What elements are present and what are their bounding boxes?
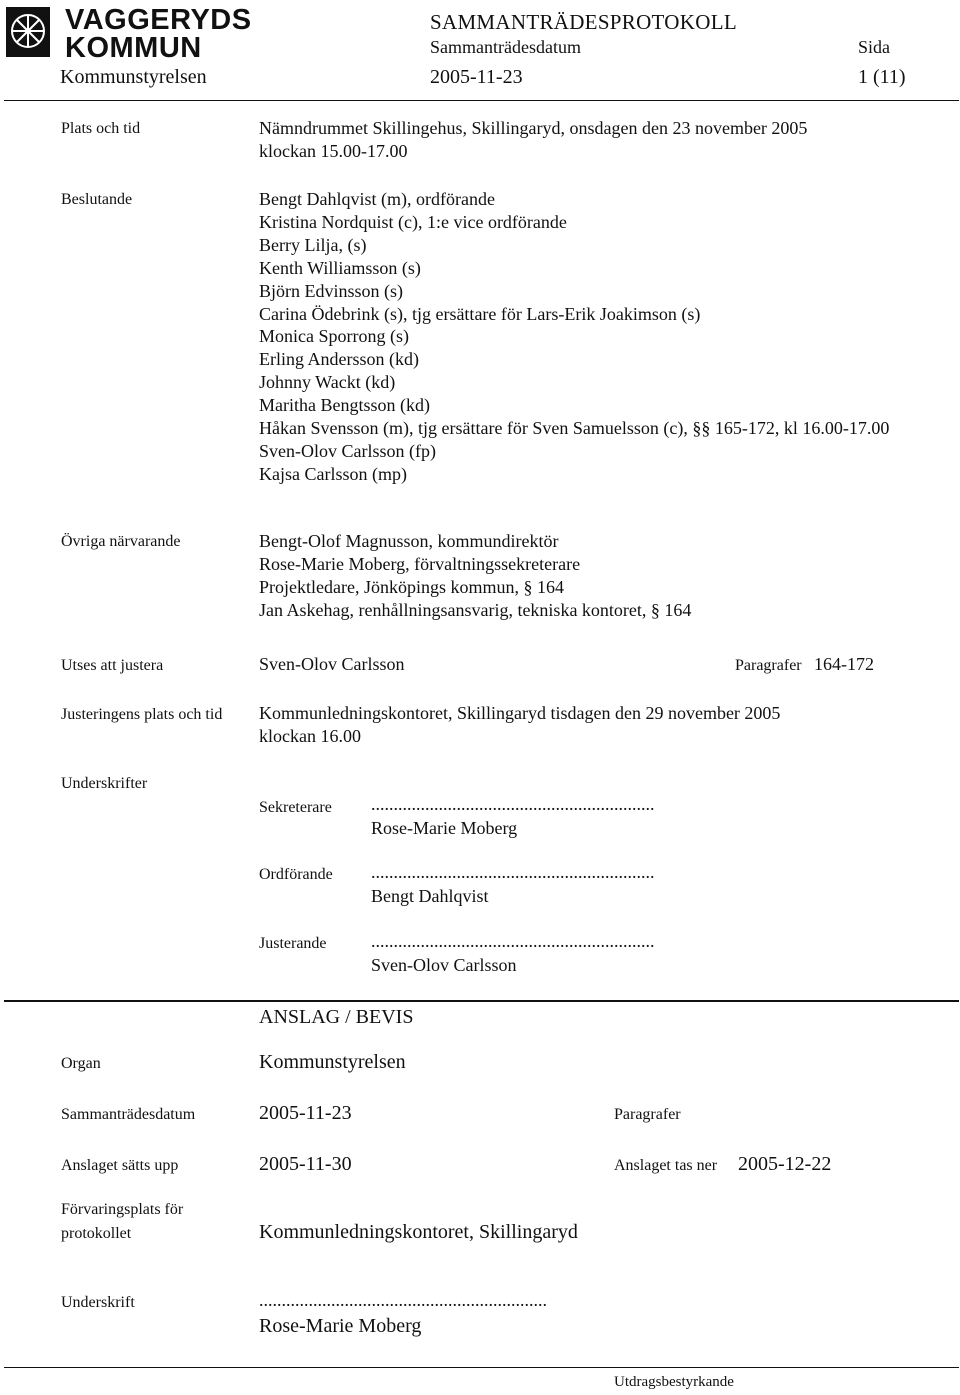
tas-ner-value: 2005-12-22 bbox=[738, 1153, 832, 1175]
ovriga-list bbox=[259, 530, 691, 622]
list-item: Bengt-Olof Magnusson, kommundirektör bbox=[259, 531, 559, 551]
organ-label: Organ bbox=[61, 1055, 101, 1072]
header-page-label: Sida bbox=[858, 37, 891, 57]
list-item: Projektledare, Jönköpings kommun, § 164 bbox=[259, 576, 564, 597]
list-item: Erling Andersson (kd) bbox=[259, 349, 419, 370]
beslutande-label: Beslutande bbox=[61, 191, 133, 208]
satts-upp-label: Anslaget sätts upp bbox=[61, 1157, 179, 1174]
signature-line: ............................................................... bbox=[371, 931, 655, 951]
signer-role: Ordförande bbox=[259, 866, 333, 883]
justera-label: Utses att justera bbox=[61, 657, 164, 674]
satts-upp-value: 2005-11-30 bbox=[259, 1153, 352, 1175]
header-divider bbox=[4, 100, 959, 101]
list-item: Björn Edvinsson (s) bbox=[259, 280, 403, 301]
signer-role: Sekreterare bbox=[259, 799, 332, 816]
underskrift-label: Underskrift bbox=[61, 1294, 135, 1311]
underskrifter-label: Underskrifter bbox=[61, 775, 148, 792]
beslutande-list bbox=[259, 188, 889, 486]
plats-line-1: Nämndrummet Skillingehus, Skillingaryd, onsdagen den 23 november 2005 bbox=[259, 118, 808, 138]
justeringens-line-2: klockan 16.00 bbox=[259, 726, 361, 746]
logo-line-1: VAGGERYDS bbox=[65, 4, 252, 36]
anslag-paragrafer-label: Paragrafer bbox=[614, 1106, 681, 1123]
forvaring-label-1: Förvaringsplats för bbox=[61, 1201, 184, 1218]
paragrafer-label: Paragrafer bbox=[735, 657, 802, 674]
header-organ: Kommunstyrelsen bbox=[60, 66, 207, 88]
document-title: SAMMANTRÄDESPROTOKOLL bbox=[430, 10, 737, 34]
utdragsbestyrkande-label: Utdragsbestyrkande bbox=[614, 1374, 734, 1390]
footer-divider bbox=[4, 1367, 959, 1368]
crest-icon bbox=[5, 6, 51, 58]
paragrafer-value: 164-172 bbox=[814, 654, 874, 674]
list-item: Carina Ödebrink (s), tjg ersättare för Lars-Erik Joakimson (s) bbox=[259, 303, 701, 324]
list-item: Berry Lilja, (s) bbox=[259, 234, 367, 255]
list-item: Håkan Svensson (m), tjg ersättare för Sven Samuelsson (c), §§ 165-172, kl 16.00-17.00 bbox=[259, 418, 890, 439]
anslag-title: ANSLAG / BEVIS bbox=[259, 1006, 414, 1028]
header-date-label: Sammanträdesdatum bbox=[430, 37, 581, 57]
plats-label: Plats och tid bbox=[61, 120, 141, 137]
organ-value: Kommunstyrelsen bbox=[259, 1051, 406, 1073]
signer-name: Sven-Olov Carlsson bbox=[371, 955, 517, 975]
signature-line: ............................................................... bbox=[371, 794, 655, 814]
signature-line: ............................................................... bbox=[371, 862, 655, 882]
anslag-date-label: Sammanträdesdatum bbox=[61, 1106, 196, 1123]
signature-line: ................................................................ bbox=[259, 1290, 547, 1310]
tas-ner-label: Anslaget tas ner bbox=[614, 1157, 718, 1174]
justeringens-label: Justeringens plats och tid bbox=[61, 706, 223, 723]
list-item: Monica Sporrong (s) bbox=[259, 326, 409, 347]
ovriga-label: Övriga närvarande bbox=[61, 533, 181, 550]
forvaring-label-2: protokollet bbox=[61, 1225, 132, 1242]
list-item: Johnny Wackt (kd) bbox=[259, 372, 396, 393]
list-item: Jan Askehag, renhållningsansvarig, tekniska kontoret, § 164 bbox=[259, 599, 692, 620]
signer-role: Justerande bbox=[259, 935, 327, 952]
justeringens-line-1: Kommunledningskontoret, Skillingaryd tisdagen den 29 november 2005 bbox=[259, 703, 781, 723]
list-item: Sven-Olov Carlsson (fp) bbox=[259, 440, 436, 461]
signer-name: Rose-Marie Moberg bbox=[371, 818, 518, 838]
signer-name: Bengt Dahlqvist bbox=[371, 886, 489, 906]
plats-line-2: klockan 15.00-17.00 bbox=[259, 141, 408, 161]
anslag-divider bbox=[4, 1000, 959, 1002]
list-item: Maritha Bengtsson (kd) bbox=[259, 395, 430, 416]
forvaring-value: Kommunledningskontoret, Skillingaryd bbox=[259, 1221, 578, 1243]
municipality-logo bbox=[5, 4, 252, 64]
underskrift-name: Rose-Marie Moberg bbox=[259, 1315, 422, 1337]
anslag-date-value: 2005-11-23 bbox=[259, 1102, 352, 1124]
list-item: Rose-Marie Moberg, förvaltningssekreterare bbox=[259, 553, 581, 574]
list-item: Kajsa Carlsson (mp) bbox=[259, 463, 407, 484]
list-item: Kenth Williamsson (s) bbox=[259, 257, 421, 278]
list-item: Bengt Dahlqvist (m), ordförande bbox=[259, 189, 495, 209]
logo-line-2: KOMMUN bbox=[65, 32, 202, 64]
justera-value: Sven-Olov Carlsson bbox=[259, 654, 405, 674]
header-date: 2005-11-23 bbox=[430, 66, 523, 88]
header-page: 1 (11) bbox=[858, 66, 906, 88]
list-item: Kristina Nordquist (c), 1:e vice ordförande bbox=[259, 211, 567, 232]
